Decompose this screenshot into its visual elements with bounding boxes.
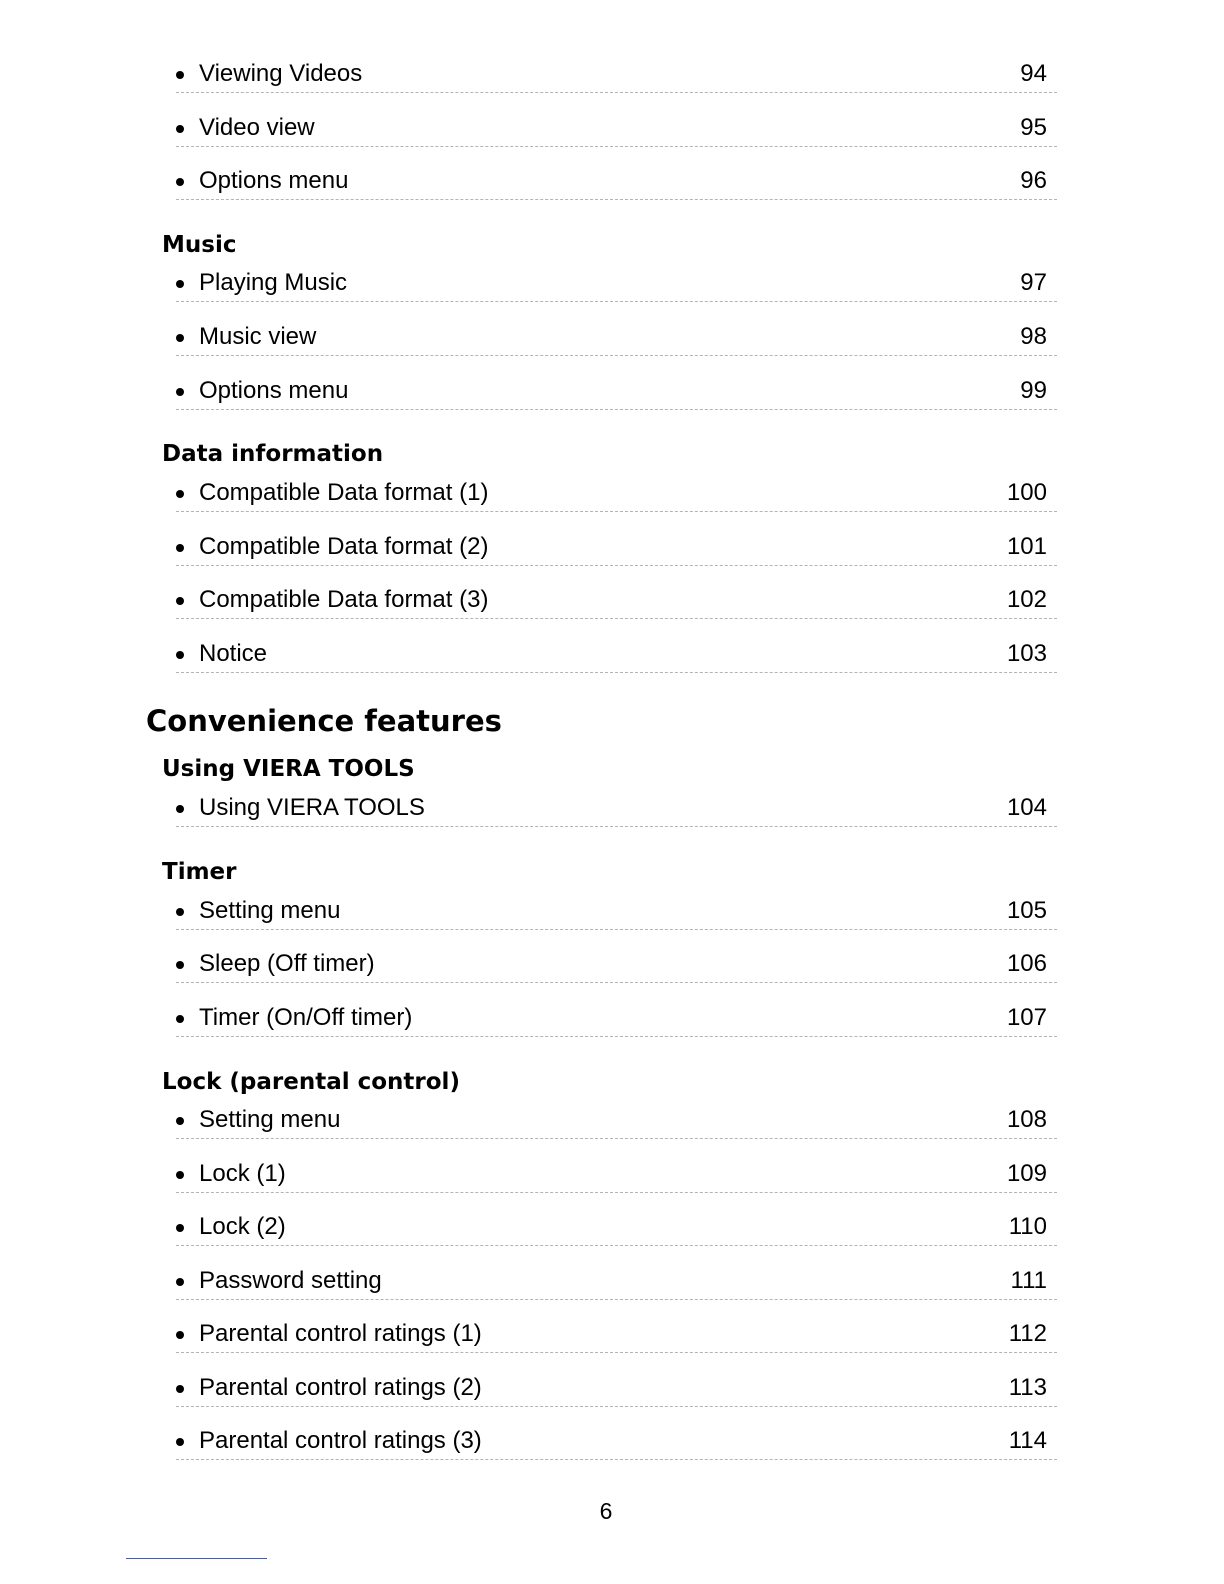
toc-entry-page: 100	[1006, 479, 1047, 506]
toc-entry-page: 112	[1008, 1320, 1047, 1347]
section-heading-data-information: Data information	[162, 441, 384, 467]
toc-entry-password-setting[interactable]	[176, 1246, 1057, 1300]
bullet-icon	[176, 178, 184, 186]
toc-entry-label: Options menu	[199, 377, 349, 404]
section-heading-timer: Timer	[162, 859, 237, 885]
section-heading-music: Music	[162, 232, 237, 258]
toc-entry-label: Setting menu	[199, 1106, 341, 1133]
toc-entry-page: 97	[1020, 269, 1047, 296]
toc-entry-label: Lock (2)	[199, 1213, 286, 1240]
toc-entry-label: Options menu	[199, 167, 349, 194]
toc-entry-label: Sleep (Off timer)	[199, 950, 375, 977]
bullet-icon	[176, 334, 184, 342]
toc-entry-parental-control-ratings-2[interactable]	[176, 1353, 1057, 1407]
toc-entry-label: Music view	[199, 323, 317, 350]
toc-entry-page: 107	[1006, 1004, 1047, 1031]
bullet-icon	[176, 280, 184, 288]
bullet-icon	[176, 805, 184, 813]
bullet-icon	[176, 1224, 184, 1232]
section-heading-using-viera-tools: Using VIERA TOOLS	[162, 756, 415, 782]
toc-entry-label: Playing Music	[199, 269, 348, 296]
toc-entry-compatible-data-format-1[interactable]	[176, 458, 1057, 512]
toc-entry-label: Parental control ratings (3)	[199, 1427, 482, 1454]
toc-entry-page: 114	[1008, 1427, 1047, 1454]
toc-entry-page: 95	[1020, 114, 1047, 141]
toc-entry-page: 103	[1006, 640, 1047, 667]
toc-entry-music-options-menu[interactable]	[176, 356, 1057, 410]
bullet-icon	[176, 908, 184, 916]
toc-entry-label: Parental control ratings (1)	[199, 1320, 482, 1347]
bullet-icon	[176, 1015, 184, 1023]
toc-entry-page: 110	[1008, 1213, 1047, 1240]
bullet-icon	[176, 961, 184, 969]
toc-entry-page: 96	[1020, 167, 1047, 194]
toc-entry-lock-2[interactable]	[176, 1192, 1057, 1246]
toc-entry-video-view[interactable]	[176, 93, 1057, 147]
bullet-icon	[176, 1385, 184, 1393]
toc-entry-page: 104	[1006, 794, 1047, 821]
toc-entry-compatible-data-format-3[interactable]	[176, 565, 1057, 619]
bullet-icon	[176, 544, 184, 552]
bullet-icon	[176, 490, 184, 498]
toc-entry-timer-on-off-timer[interactable]	[176, 983, 1057, 1037]
toc-entry-label: Password setting	[199, 1267, 382, 1294]
toc-entry-label: Lock (1)	[199, 1160, 286, 1187]
bullet-icon	[176, 1278, 184, 1286]
toc-entry-timer-setting-menu[interactable]	[176, 876, 1057, 930]
toc-entry-label: Parental control ratings (2)	[199, 1374, 482, 1401]
bullet-icon	[176, 71, 184, 79]
bullet-icon	[176, 1331, 184, 1339]
bullet-icon	[176, 1117, 184, 1125]
toc-entry-parental-control-ratings-1[interactable]	[176, 1299, 1057, 1353]
toc-entry-compatible-data-format-2[interactable]	[176, 512, 1057, 566]
toc-entry-label: Timer (On/Off timer)	[199, 1004, 413, 1031]
toc-entry-page: 109	[1006, 1160, 1047, 1187]
toc-entry-page: 113	[1008, 1374, 1047, 1401]
toc-entry-page: 101	[1006, 533, 1047, 560]
toc-entry-label: Viewing Videos	[199, 60, 363, 87]
toc-entry-page: 111	[1010, 1267, 1047, 1294]
toc-entry-playing-music[interactable]	[176, 248, 1057, 302]
section-heading-lock-parental-control: Lock (parental control)	[162, 1069, 460, 1095]
toc-entry-page: 94	[1020, 60, 1047, 87]
toc-entry-using-viera-tools[interactable]	[176, 773, 1057, 827]
chapter-heading-convenience-features: Convenience features	[146, 704, 502, 738]
bullet-icon	[176, 388, 184, 396]
page-number: 6	[599, 1498, 613, 1524]
toc-entry-notice[interactable]	[176, 619, 1057, 673]
toc-entry-label: Video view	[199, 114, 315, 141]
toc-entry-page: 98	[1020, 323, 1047, 350]
toc-entry-label: Setting menu	[199, 897, 341, 924]
toc-entry-page: 102	[1006, 586, 1047, 613]
bullet-icon	[176, 125, 184, 133]
toc-entry-page: 108	[1006, 1106, 1047, 1133]
toc-entry-label: Compatible Data format (2)	[199, 533, 489, 560]
toc-entry-sleep-off-timer[interactable]	[176, 929, 1057, 983]
bullet-icon	[176, 1438, 184, 1446]
footer-divider	[126, 1558, 267, 1559]
bullet-icon	[176, 651, 184, 659]
toc-entry-label: Using VIERA TOOLS	[199, 794, 425, 821]
toc-entry-label: Notice	[199, 640, 268, 667]
bullet-icon	[176, 1171, 184, 1179]
toc-entry-label: Compatible Data format (1)	[199, 479, 489, 506]
toc-entry-page: 106	[1006, 950, 1047, 977]
toc-entry-page: 99	[1020, 377, 1047, 404]
toc-entry-video-options-menu[interactable]	[176, 146, 1057, 200]
toc-entry-label: Compatible Data format (3)	[199, 586, 489, 613]
toc-entry-lock-setting-menu[interactable]	[176, 1085, 1057, 1139]
toc-entry-lock-1[interactable]	[176, 1139, 1057, 1193]
toc-entry-parental-control-ratings-3[interactable]	[176, 1406, 1057, 1460]
toc-entry-page: 105	[1006, 897, 1047, 924]
toc-entry-music-view[interactable]	[176, 302, 1057, 356]
bullet-icon	[176, 597, 184, 605]
toc-entry-viewing-videos[interactable]	[176, 39, 1057, 93]
